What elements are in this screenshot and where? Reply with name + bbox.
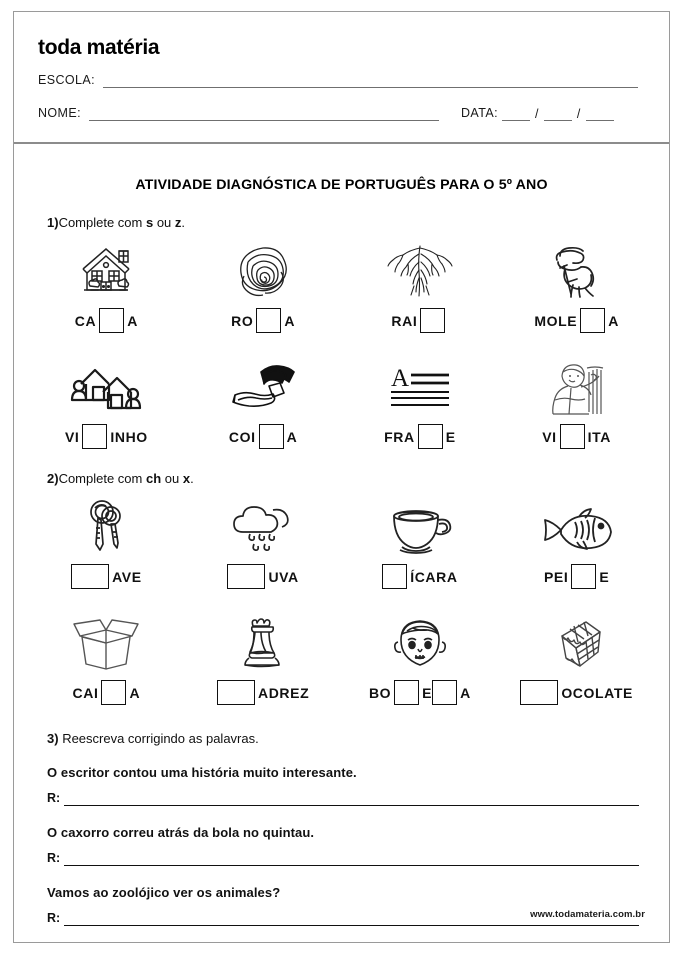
person-curtain-icon — [545, 354, 609, 416]
answer-label-3: R: — [47, 911, 61, 925]
hand-coin-icon — [227, 354, 299, 416]
exercise-2-item-4-prefix: PEI — [543, 568, 569, 585]
spacer — [14, 333, 669, 346]
exercise-1-item-3-blank[interactable] — [420, 308, 445, 333]
exercise-1-option-a: s — [145, 215, 154, 230]
exercise-1-item-3 — [342, 238, 499, 333]
child-face-icon — [391, 610, 449, 672]
exercise-2-row-1 — [14, 494, 669, 589]
exercise-1-item-8-prefix: VI — [542, 428, 557, 445]
data-slash-1: / — [534, 107, 539, 121]
data-day-input-line[interactable] — [502, 119, 530, 121]
exercise-2-item-1 — [28, 494, 185, 589]
crutch-person-icon — [544, 238, 610, 300]
footer-url: www.todamateria.com.br — [530, 909, 645, 920]
exercise-1-item-4-word — [534, 308, 619, 333]
exercise-2-row-2 — [14, 610, 669, 705]
exercise-3-text: Reescreva corrigindo as palavras. — [62, 731, 259, 746]
exercise-2-item-7-suffix: A — [460, 684, 471, 701]
exercise-2-item-2-suffix: UVA — [268, 568, 299, 585]
escola-field — [38, 73, 638, 88]
exercise-2-item-7-blank-1[interactable] — [394, 680, 419, 705]
answer-input-line-3[interactable] — [64, 924, 639, 926]
exercise-1-item-2-word — [231, 308, 295, 333]
exercise-2-item-8-blank[interactable] — [520, 680, 558, 705]
exercise-2-item-8-suffix: OCOLATE — [561, 684, 633, 701]
exercise-2-item-3-word — [382, 564, 457, 589]
worksheet-header — [14, 12, 669, 144]
exercise-2-item-8 — [498, 610, 655, 705]
exercise-1-item-7-prefix: FRA — [384, 428, 415, 445]
exercise-1-item-1-blank[interactable] — [99, 308, 124, 333]
data-year-input-line[interactable] — [586, 119, 614, 121]
exercise-1-text-pre: Complete com — [58, 215, 146, 230]
open-box-icon — [68, 610, 144, 672]
escola-label: ESCOLA: — [38, 73, 95, 87]
exercise-2-item-2-word — [227, 564, 298, 589]
exercise-1-text-mid: ou — [153, 215, 175, 230]
svg-text:A: A — [390, 365, 409, 392]
exercise-2-item-4 — [498, 494, 655, 589]
exercise-1-item-6 — [185, 354, 342, 449]
exercise-3 — [14, 731, 669, 926]
exercise-2-item-7-word — [369, 680, 471, 705]
data-label: DATA: — [460, 106, 498, 120]
exercise-1-row-2 — [14, 354, 669, 449]
exercise-1-item-3-prefix: RAI — [391, 312, 418, 329]
exercise-2-item-6-blank[interactable] — [217, 680, 255, 705]
cup-icon — [386, 494, 454, 556]
exercise-2-option-a: ch — [145, 471, 162, 486]
exercise-2-item-5 — [28, 610, 185, 705]
exercise-2-item-7-middle: E — [422, 684, 433, 701]
exercise-2-item-3-blank[interactable] — [382, 564, 407, 589]
exercise-2-item-1-suffix: AVE — [112, 568, 142, 585]
exercise-1-item-6-prefix: COI — [228, 428, 256, 445]
exercise-2-text-post: . — [190, 471, 194, 486]
exercise-2-item-6-suffix: ADREZ — [258, 684, 310, 701]
exercise-3-number: 3) — [47, 731, 59, 746]
exercise-2-item-1-blank[interactable] — [71, 564, 109, 589]
exercise-3-sentence-3: Vamos ao zoolójico ver os animales? — [47, 885, 281, 900]
exercise-1-item-4 — [498, 238, 655, 333]
escola-input-line[interactable] — [103, 86, 638, 88]
neighborhood-icon — [69, 354, 143, 416]
exercise-1-instruction — [47, 215, 669, 230]
spacer — [14, 589, 669, 602]
answer-input-line-2[interactable] — [64, 864, 639, 866]
exercise-1-text-post: . — [181, 215, 186, 230]
exercise-1-item-2-blank[interactable] — [256, 308, 281, 333]
worksheet-body — [14, 177, 669, 926]
exercise-2-item-1-word — [71, 564, 142, 589]
exercise-1-item-5-word — [65, 424, 148, 449]
exercise-1-item-8-word — [542, 424, 611, 449]
exercise-1-item-3-word — [391, 308, 448, 333]
exercise-2-item-5-suffix: A — [129, 684, 141, 701]
exercise-1-item-4-prefix: MOLE — [534, 312, 578, 329]
exercise-2-item-7 — [342, 610, 499, 705]
house-icon — [76, 238, 136, 300]
exercise-2-text-mid: ou — [161, 471, 183, 486]
exercise-1-item-5-prefix: VI — [64, 428, 80, 445]
data-slash-2: / — [576, 107, 581, 121]
exercise-1-item-4-suffix: A — [608, 312, 619, 329]
exercise-1-item-2-prefix: RO — [231, 312, 254, 329]
exercise-3-sentence-2: O caxorro correu atrás da bola no quintau. — [47, 825, 315, 840]
answer-input-line-1[interactable] — [64, 804, 639, 806]
nome-data-field-row — [38, 106, 638, 121]
exercise-1-item-8 — [498, 354, 655, 449]
exercise-3-sentence-1: O escritor contou uma história muito interesante. — [47, 765, 357, 780]
answer-label-2: R: — [47, 851, 61, 865]
exercise-1-option-b: z — [174, 215, 182, 230]
exercise-1-row-1 — [14, 238, 669, 333]
exercise-3-answer-2 — [47, 851, 639, 866]
brand-logo: toda matéria — [38, 36, 160, 59]
exercise-1-item-2-suffix: A — [284, 312, 296, 329]
exercise-2-item-3 — [342, 494, 499, 589]
chess-piece-icon — [241, 610, 285, 672]
exercise-2-item-7-blank-2[interactable] — [432, 680, 457, 705]
exercise-1-item-1-suffix: A — [127, 312, 138, 329]
exercise-2-item-5-blank[interactable] — [101, 680, 126, 705]
exercise-1-item-2 — [185, 238, 342, 333]
exercise-2-item-2-blank[interactable] — [227, 564, 265, 589]
exercise-2-item-4-word — [544, 564, 609, 589]
exercise-2-text-pre: Complete com — [58, 471, 146, 486]
rain-cloud-icon — [229, 494, 297, 556]
exercise-2-item-6-word — [217, 680, 309, 705]
exercise-1-item-7-suffix: E — [445, 428, 456, 445]
exercise-1-item-8-blank[interactable] — [560, 424, 585, 449]
exercise-1-item-7-word — [384, 424, 456, 449]
exercise-1-item-1-word — [75, 308, 138, 333]
exercise-2-item-3-suffix: ÍCARA — [410, 568, 458, 585]
exercise-1-item-5-blank[interactable] — [82, 424, 107, 449]
nome-input-line[interactable] — [89, 119, 439, 121]
exercise-1-item-6-word — [229, 424, 297, 449]
answer-label-1: R: — [47, 791, 61, 805]
exercise-1-item-1-prefix: CA — [74, 312, 97, 329]
exercise-1-item-5-suffix: INHO — [110, 428, 148, 445]
exercise-1-item-6-blank[interactable] — [259, 424, 284, 449]
exercise-3-answer-1 — [47, 791, 639, 806]
exercise-2-number: 2) — [47, 471, 59, 486]
exercise-2-item-5-word — [73, 680, 141, 705]
exercise-1-item-1 — [28, 238, 185, 333]
keys-icon — [78, 494, 134, 556]
exercise-2-item-4-blank[interactable] — [571, 564, 596, 589]
exercise-1-item-4-blank[interactable] — [580, 308, 605, 333]
exercise-2-instruction — [47, 471, 669, 486]
data-month-input-line[interactable] — [544, 119, 572, 121]
exercise-2-item-5-prefix: CAI — [72, 684, 99, 701]
exercise-2-item-4-suffix: E — [599, 568, 610, 585]
text-lines-icon — [385, 354, 455, 416]
roots-icon — [384, 238, 456, 300]
exercise-3-instruction — [47, 731, 639, 746]
exercise-1-item-7-blank[interactable] — [418, 424, 443, 449]
exercise-2-item-6 — [185, 610, 342, 705]
page-title: ATIVIDADE DIAGNÓSTICA DE PORTUGUÊS PARA O 5º ANO — [135, 177, 548, 193]
rose-icon — [234, 238, 292, 300]
fish-icon — [541, 494, 613, 556]
exercise-2-item-8-word — [520, 680, 633, 705]
exercise-1-item-6-suffix: A — [286, 428, 298, 445]
exercise-1-item-5 — [28, 354, 185, 449]
worksheet-page — [13, 11, 670, 943]
nome-label: NOME: — [38, 106, 81, 120]
exercise-2-item-2 — [185, 494, 342, 589]
exercise-1-item-8-suffix: ITA — [587, 428, 611, 445]
exercise-2-item-7-prefix: BO — [368, 684, 392, 701]
exercise-2-option-b: x — [182, 471, 191, 486]
exercise-1-number: 1) — [47, 215, 59, 230]
exercise-1-item-7 — [342, 354, 499, 449]
chocolate-bar-icon — [548, 610, 606, 672]
